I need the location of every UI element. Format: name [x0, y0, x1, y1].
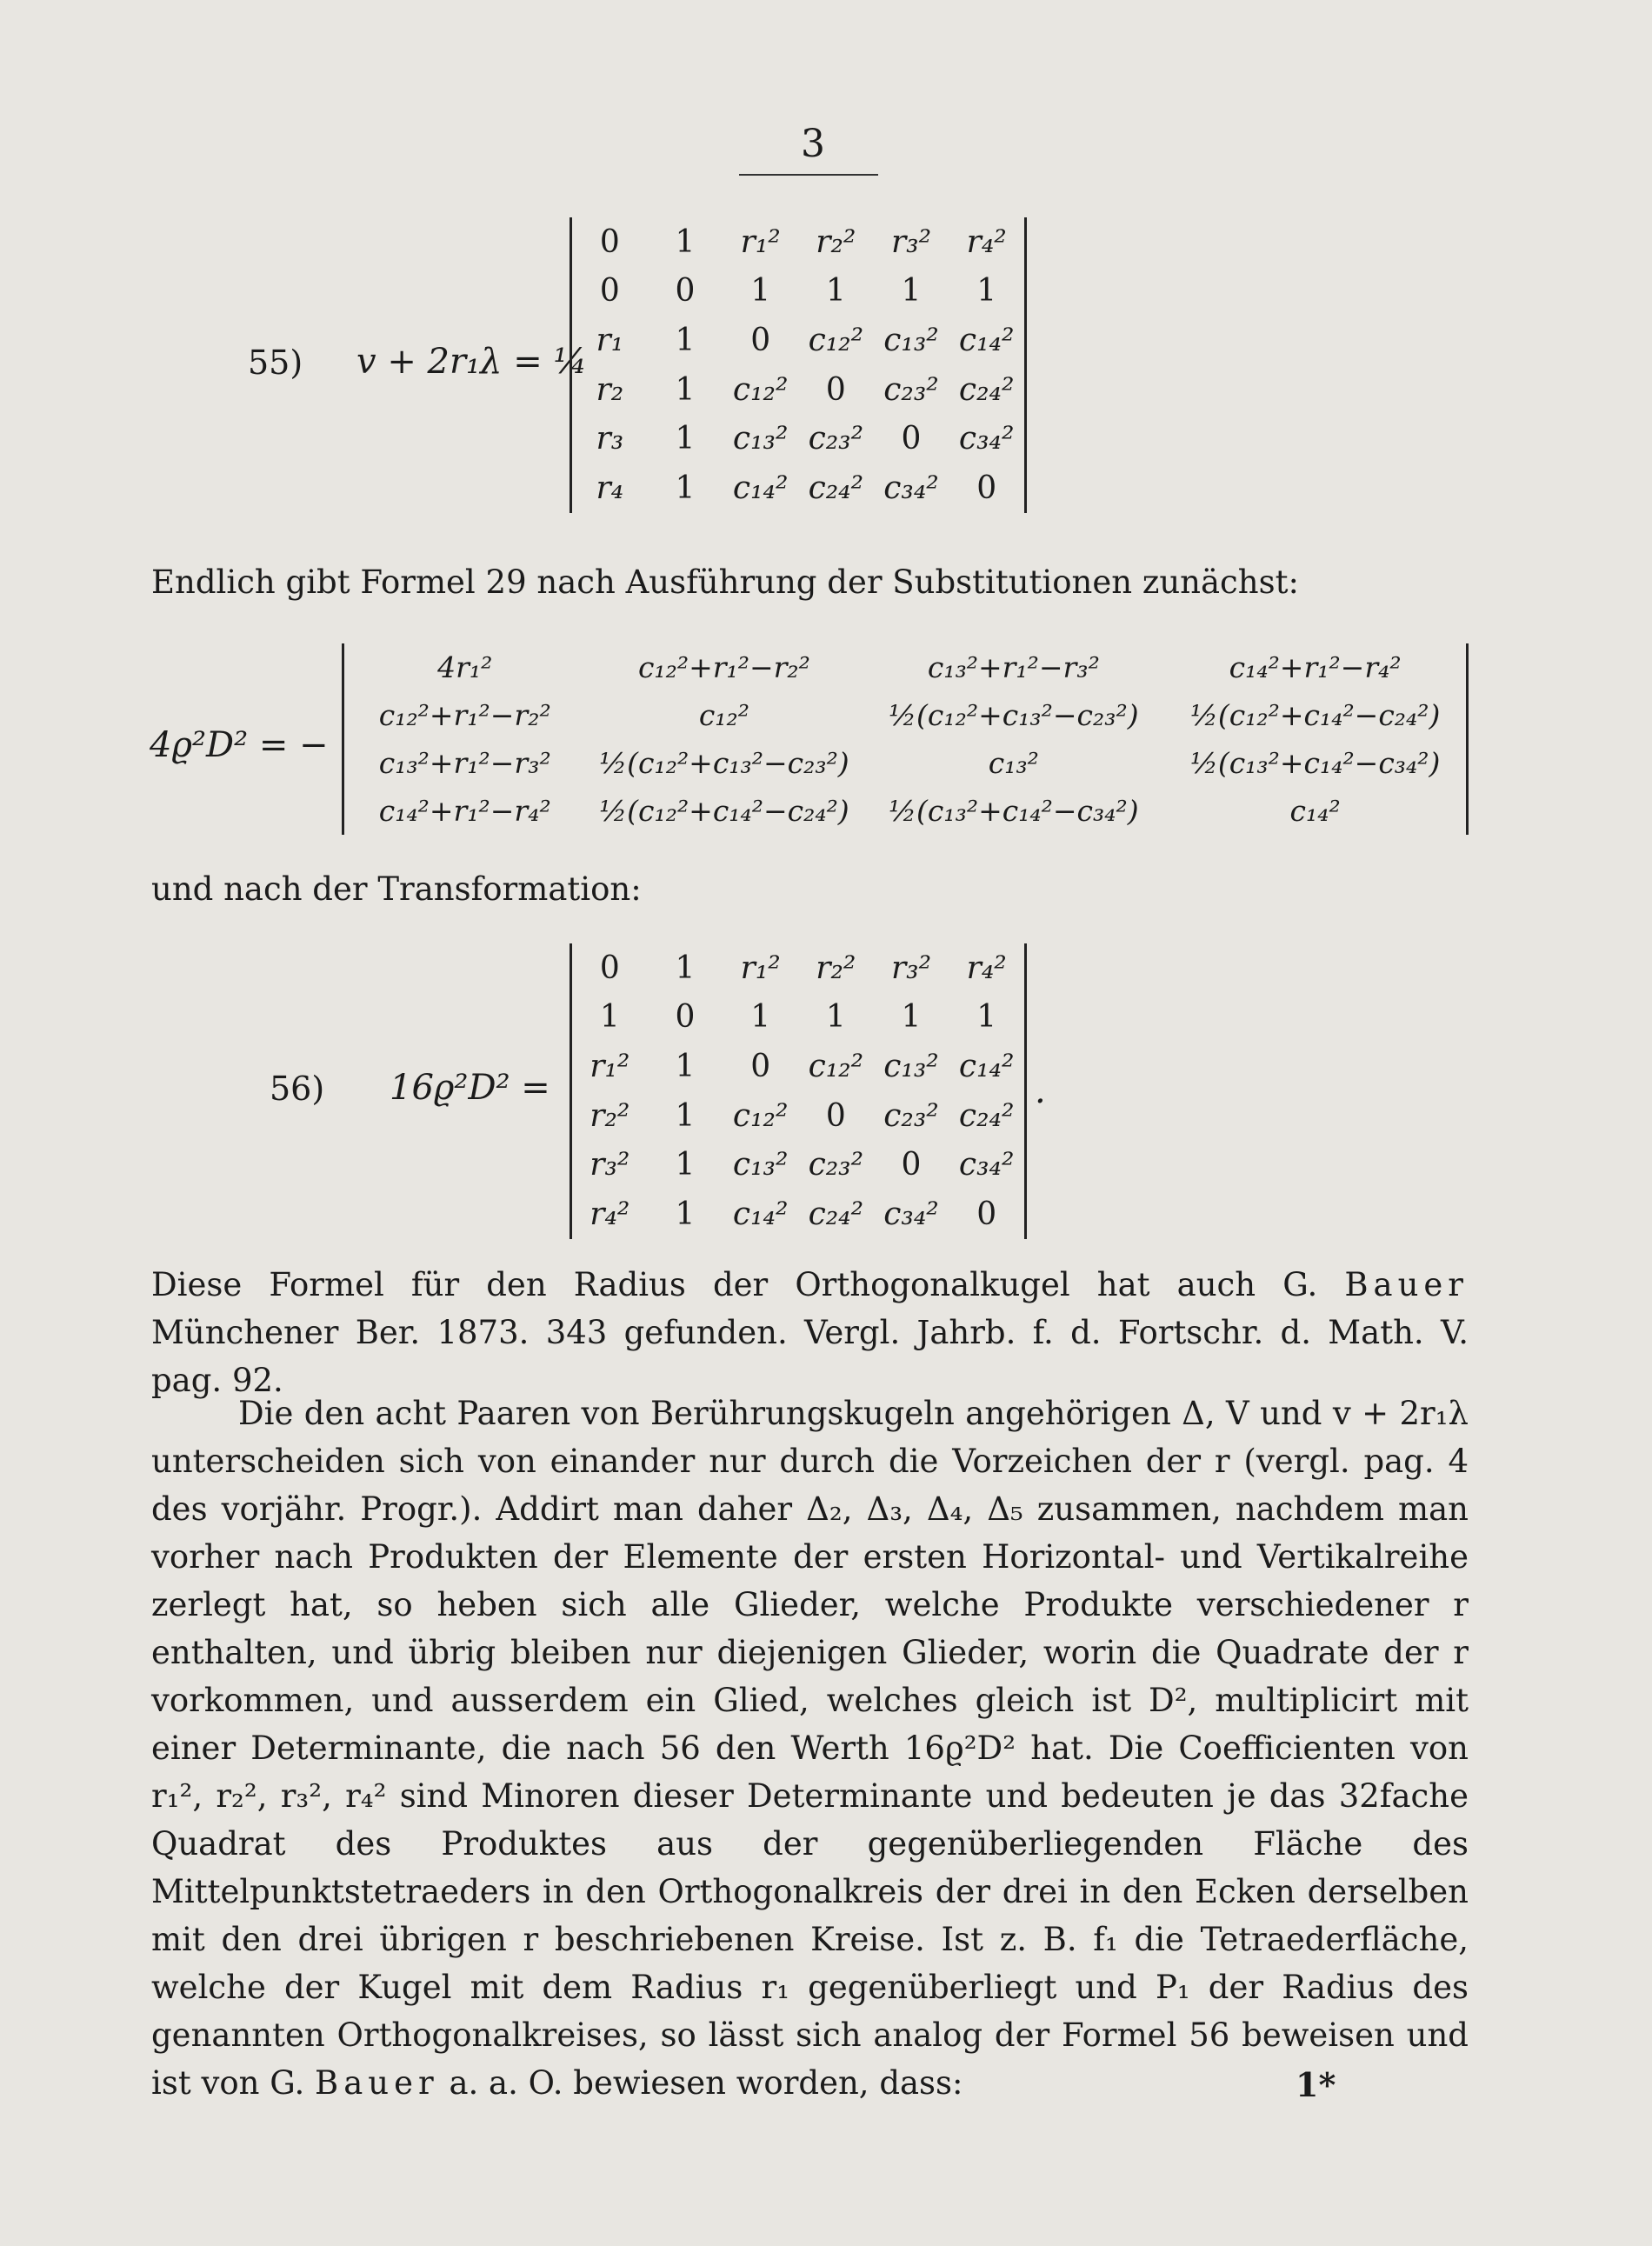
matrix-cell: 1: [675, 223, 696, 260]
matrix-cell: c₃₄²: [958, 421, 1015, 457]
matrix-cell: c₁₃²: [883, 323, 939, 359]
paragraph-main-author: Bauer: [315, 2064, 439, 2102]
matrix-cell: r₃²: [890, 223, 932, 260]
matrix-cell: r₁²: [740, 223, 781, 260]
matrix-cell: c₁₄²+r₁²−r₄²: [1229, 650, 1402, 684]
matrix-cell: 0: [675, 999, 696, 1036]
matrix-cell: 0: [750, 323, 771, 359]
matrix-cell: c₂₄²: [808, 470, 864, 507]
matrix-cell: c₃₄²: [958, 1147, 1015, 1183]
matrix-cell: r₂: [596, 371, 624, 408]
matrix-cell: r₄²: [966, 223, 1007, 260]
matrix-cell: c₁₂²: [732, 371, 789, 408]
matrix-cell: 1: [901, 273, 922, 310]
matrix-cell: c₁₃²: [732, 1147, 789, 1183]
equation-56-label: 56): [270, 1070, 325, 1108]
matrix-cell: c₂₃²: [808, 421, 864, 457]
equation-55-label: 55): [248, 343, 303, 382]
matrix-cell: 1: [901, 999, 922, 1036]
matrix-cell: 0: [976, 1196, 997, 1233]
matrix-cell: 0: [901, 1147, 922, 1183]
matrix-cell: 0: [675, 273, 696, 310]
matrix-cell: c₁₄²: [958, 323, 1015, 359]
paragraph-main: [151, 1390, 1469, 2107]
equation-big-determinant: [342, 643, 1469, 835]
matrix-cell: ½(c₁₂²+c₁₄²−c₂₄²): [1189, 698, 1441, 732]
paragraph-bauer-after: Münchener Ber. 1873. 343 gefunden. Vergl. Jahrb. f. d. Fortschr. d. Math. V. pag. 92.: [151, 1314, 1469, 1399]
matrix-cell: 1: [750, 999, 771, 1036]
matrix-cell: 0: [599, 273, 620, 310]
matrix-cell: 1: [825, 999, 846, 1036]
matrix-cell: r₄²: [590, 1196, 630, 1233]
matrix-cell: c₁₂²: [808, 1049, 864, 1085]
matrix-cell: 1: [675, 1196, 696, 1233]
paragraph-bauer-author: Bauer: [1344, 1266, 1469, 1303]
signature-mark: 1*: [1296, 2065, 1336, 2104]
page-number: 3: [801, 122, 825, 166]
matrix-cell: 0: [825, 1097, 846, 1134]
matrix-cell: c₁₂²+r₁²−r₂²: [637, 650, 810, 684]
matrix-cell: r₁: [596, 323, 624, 359]
matrix-cell: 1: [675, 1049, 696, 1085]
page-number-rule: [739, 174, 878, 176]
matrix-cell: 1: [675, 323, 696, 359]
matrix-cell: 0: [750, 1049, 771, 1085]
matrix-cell: 0: [825, 371, 846, 408]
matrix-cell: c₂₄²: [958, 371, 1015, 408]
matrix-cell: c₂₃²: [883, 371, 939, 408]
matrix-cell: c₂₃²: [883, 1097, 939, 1134]
matrix-cell: c₁₂²: [732, 1097, 789, 1134]
paragraph-bauer: [151, 1261, 1469, 1404]
paragraph-main-end: a. a. O. bewiesen worden, dass:: [449, 2064, 963, 2102]
matrix-cell: 0: [901, 421, 922, 457]
matrix-cell: 1: [675, 950, 696, 986]
matrix-cell: 1: [675, 1097, 696, 1134]
equation-55-lhs: v + 2r₁λ = ¼: [356, 342, 588, 382]
equation-big-lhs: 4ϱ²D² = −: [150, 725, 329, 765]
matrix-cell: r₃²: [590, 1147, 630, 1183]
matrix-cell: c₂₄²: [808, 1196, 864, 1233]
matrix-cell: ½(c₁₂²+c₁₄²−c₂₄²): [599, 794, 849, 828]
matrix-cell: r₁²: [740, 950, 781, 986]
matrix-cell: ½(c₁₃²+c₁₄²−c₃₄²): [1189, 746, 1441, 780]
equation-56-trailing: .: [1035, 1071, 1046, 1111]
matrix-cell: r₃²: [890, 950, 932, 986]
matrix-cell: c₁₃²+r₁²−r₃²: [378, 746, 551, 780]
matrix-cell: c₁₂²: [698, 698, 749, 732]
matrix-cell: 1: [825, 273, 846, 310]
matrix-cell: 1: [675, 470, 696, 507]
equation-56-determinant: [570, 943, 1027, 1239]
matrix-cell: 1: [976, 273, 997, 310]
matrix-cell: c₁₄²: [1289, 794, 1341, 828]
matrix-cell: c₃₄²: [883, 1196, 939, 1233]
matrix-cell: c₂₄²: [958, 1097, 1015, 1134]
matrix-cell: c₁₃²+r₁²−r₃²: [927, 650, 1100, 684]
matrix-cell: r₂²: [816, 950, 856, 986]
text-transformation: und nach der Transformation:: [151, 870, 642, 908]
matrix-cell: 0: [599, 223, 620, 260]
equation-55-determinant: [570, 217, 1027, 513]
matrix-cell: 1: [675, 1147, 696, 1183]
matrix-cell: c₁₂²: [808, 323, 864, 359]
matrix-cell: c₁₄²: [732, 1196, 789, 1233]
matrix-cell: c₁₃²: [988, 746, 1039, 780]
matrix-cell: 0: [599, 950, 620, 986]
paragraph-main-body: Die den acht Paaren von Berührungskugeln angehörigen Δ, V und v + 2r₁λ unterscheiden sich von einander nur durch die Vorzeichen der r (vergl. pag. 4 des vorjähr. Progr.). Addirt man daher Δ₂, Δ₃, Δ₄, Δ₅ zusammen, nachdem man vorher nach Produkten der Elemente der ersten Horizontal- und Vertikalreihe zerlegt hat, so heben sich alle Glieder, welche Produkte verschiedener r enthalten, und übrig bleiben nur diejenigen Glieder, worin die Quadrate der r vorkommen, und ausserdem ein Glied, welches gleich ist D², multiplicirt mit einer Determinante, die nach 56 den Werth 16ϱ²D² hat. Die Coefficienten von r₁², r₂², r₃², r₄² sind Minoren dieser Determinante und bedeuten je das 32fache Quadrat des Produktes aus der gegenüberliegenden Fläche des Mittelpunktstetraeders in den Orthogonalkreis der drei in den Ecken derselben mit den drei übrigen r beschriebenen Kreise. Ist z. B. f₁ die Tetraederfläche, welche der Kugel mit dem Radius r₁ gegenüberliegt und P₁ der Radius des genannten Orthogonalkreises, so lässt sich analog der Formel 56 beweisen und ist von G.: [151, 1395, 1469, 2102]
matrix-cell: 1: [976, 999, 997, 1036]
matrix-cell: r₄²: [966, 950, 1007, 986]
matrix-cell: r₂²: [816, 223, 856, 260]
matrix-cell: r₃: [596, 421, 624, 457]
matrix-cell: ½(c₁₂²+c₁₃²−c₂₃²): [599, 746, 849, 780]
matrix-cell: 1: [675, 371, 696, 408]
matrix-cell: c₁₄²+r₁²−r₄²: [378, 794, 551, 828]
matrix-cell: 1: [750, 273, 771, 310]
matrix-cell: 1: [675, 421, 696, 457]
matrix-cell: c₁₄²: [732, 470, 789, 507]
paragraph-bauer-before: Diese Formel für den Radius der Orthogonalkugel hat auch G.: [151, 1266, 1318, 1303]
matrix-cell: c₂₃²: [808, 1147, 864, 1183]
matrix-cell: 1: [599, 999, 620, 1036]
matrix-cell: c₁₄²: [958, 1049, 1015, 1085]
matrix-cell: ½(c₁₂²+c₁₃²−c₂₃²): [889, 698, 1139, 732]
equation-56-lhs: 16ϱ²D² =: [390, 1068, 550, 1108]
matrix-cell: ½(c₁₃²+c₁₄²−c₃₄²): [889, 794, 1139, 828]
matrix-cell: r₂²: [590, 1097, 630, 1134]
matrix-cell: r₁²: [590, 1049, 630, 1085]
matrix-cell: c₁₂²+r₁²−r₂²: [378, 698, 551, 732]
matrix-cell: 0: [976, 470, 997, 507]
matrix-cell: r₄: [596, 470, 624, 507]
matrix-cell: c₁₃²: [732, 421, 789, 457]
text-endlich: Endlich gibt Formel 29 nach Ausführung der Substitutionen zunächst:: [151, 563, 1299, 601]
matrix-cell: 4r₁²: [437, 650, 493, 684]
matrix-cell: c₃₄²: [883, 470, 939, 507]
matrix-cell: c₁₃²: [883, 1049, 939, 1085]
